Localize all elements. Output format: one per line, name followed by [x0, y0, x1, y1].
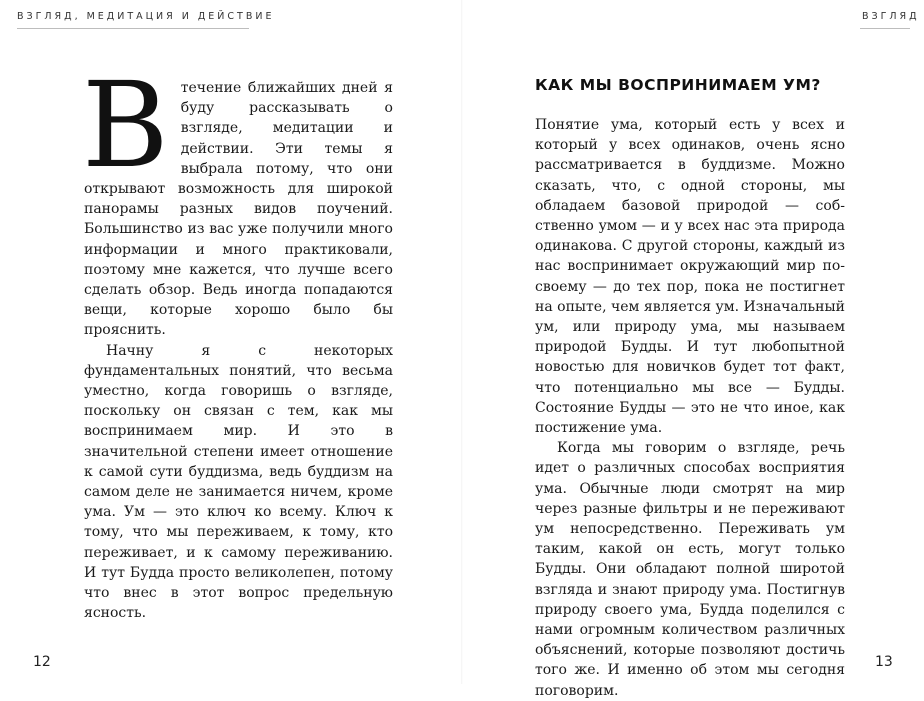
paragraph: Начну я с некоторых фундаментальных понятий, что весьма уместно, когда говоришь о взгляде, поскольку он связан с тем, как мы воспринимаем мир. И это в значительной степени имеет отношение к самой сути буддизма, ведь буддизм на самом деле не занимается ничем, кроме ума. Ум — это ключ ко всему. Ключ к тому, что мы переживаем, к тому, кто переживает, и к самому переживанию. И тут Будда просто великолепен, потому что внес в этот вопрос предельную ясность.: [84, 342, 393, 622]
paragraph: [82, 56, 393, 341]
section-heading: КАК МЫ ВОСПРИНИМАЕМ УМ?: [535, 76, 821, 94]
paragraph: Понятие ума, который есть у всех и который у всех одинаков, очень ясно рассматривается в буддизме. Можно сказать, что, с одной стороны, мы обладаем базовой природой — собственно умом — и у всех нас эта природа одинакова. С другой стороны, каждый из нас воспринимает окружающий мир по-своему — до тех пор, пока не постигнет на опыте, чем является ум. Изначальный ум, или природу ума, мы называем природой Будды. И тут любопытной новостью для новичков будет тот факт, что потенциально мы все — Будды. Состояние Будды — это не что иное, как постижение ума.: [535, 117, 845, 437]
paragraph: Когда мы говорим о взгляде, речь идет о различных способах восприятия ума. Обычные люди смотрят на мир через разные фильтры и не переживают ум непосредственно. Переживать ум таким, какой он есть, могут только Будды. Они обладают полной широтой взгляда и знают природу ума. Постигнув природу своего ума, Будда поделился с нами огромным количеством различных объяснений, которые позволяют достичь того же. И именно об этом мы сегодня поговорим.: [535, 440, 845, 699]
running-head-rule-left: [17, 28, 249, 29]
page-number-right: 13: [875, 654, 893, 670]
drop-cap: В: [82, 56, 169, 194]
page-number-left: 12: [33, 654, 51, 670]
running-head-left: ВЗГЛЯД, МЕДИТАЦИЯ И ДЕЙСТВИЕ: [17, 11, 275, 22]
left-body-text: [82, 56, 393, 623]
left-page: [0, 0, 462, 684]
running-head-rule-right: [860, 28, 910, 29]
running-head-right: ВЗГЛЯД: [862, 11, 920, 22]
right-body-text: [535, 115, 845, 701]
paragraph-text: течение ближайших дней я буду рассказывать о взгляде, медитации и действии. Эти темы я выбрала потому, что они открывают возможность для широкой панорамы разных видов поучений. Большинство из вас уже получили много информации и много практиковали, поэтому мне кажется, что лучше всего сделать обзор. Ведь иногда попадаются вещи, которые хорошо было бы прояснить.: [84, 80, 393, 339]
